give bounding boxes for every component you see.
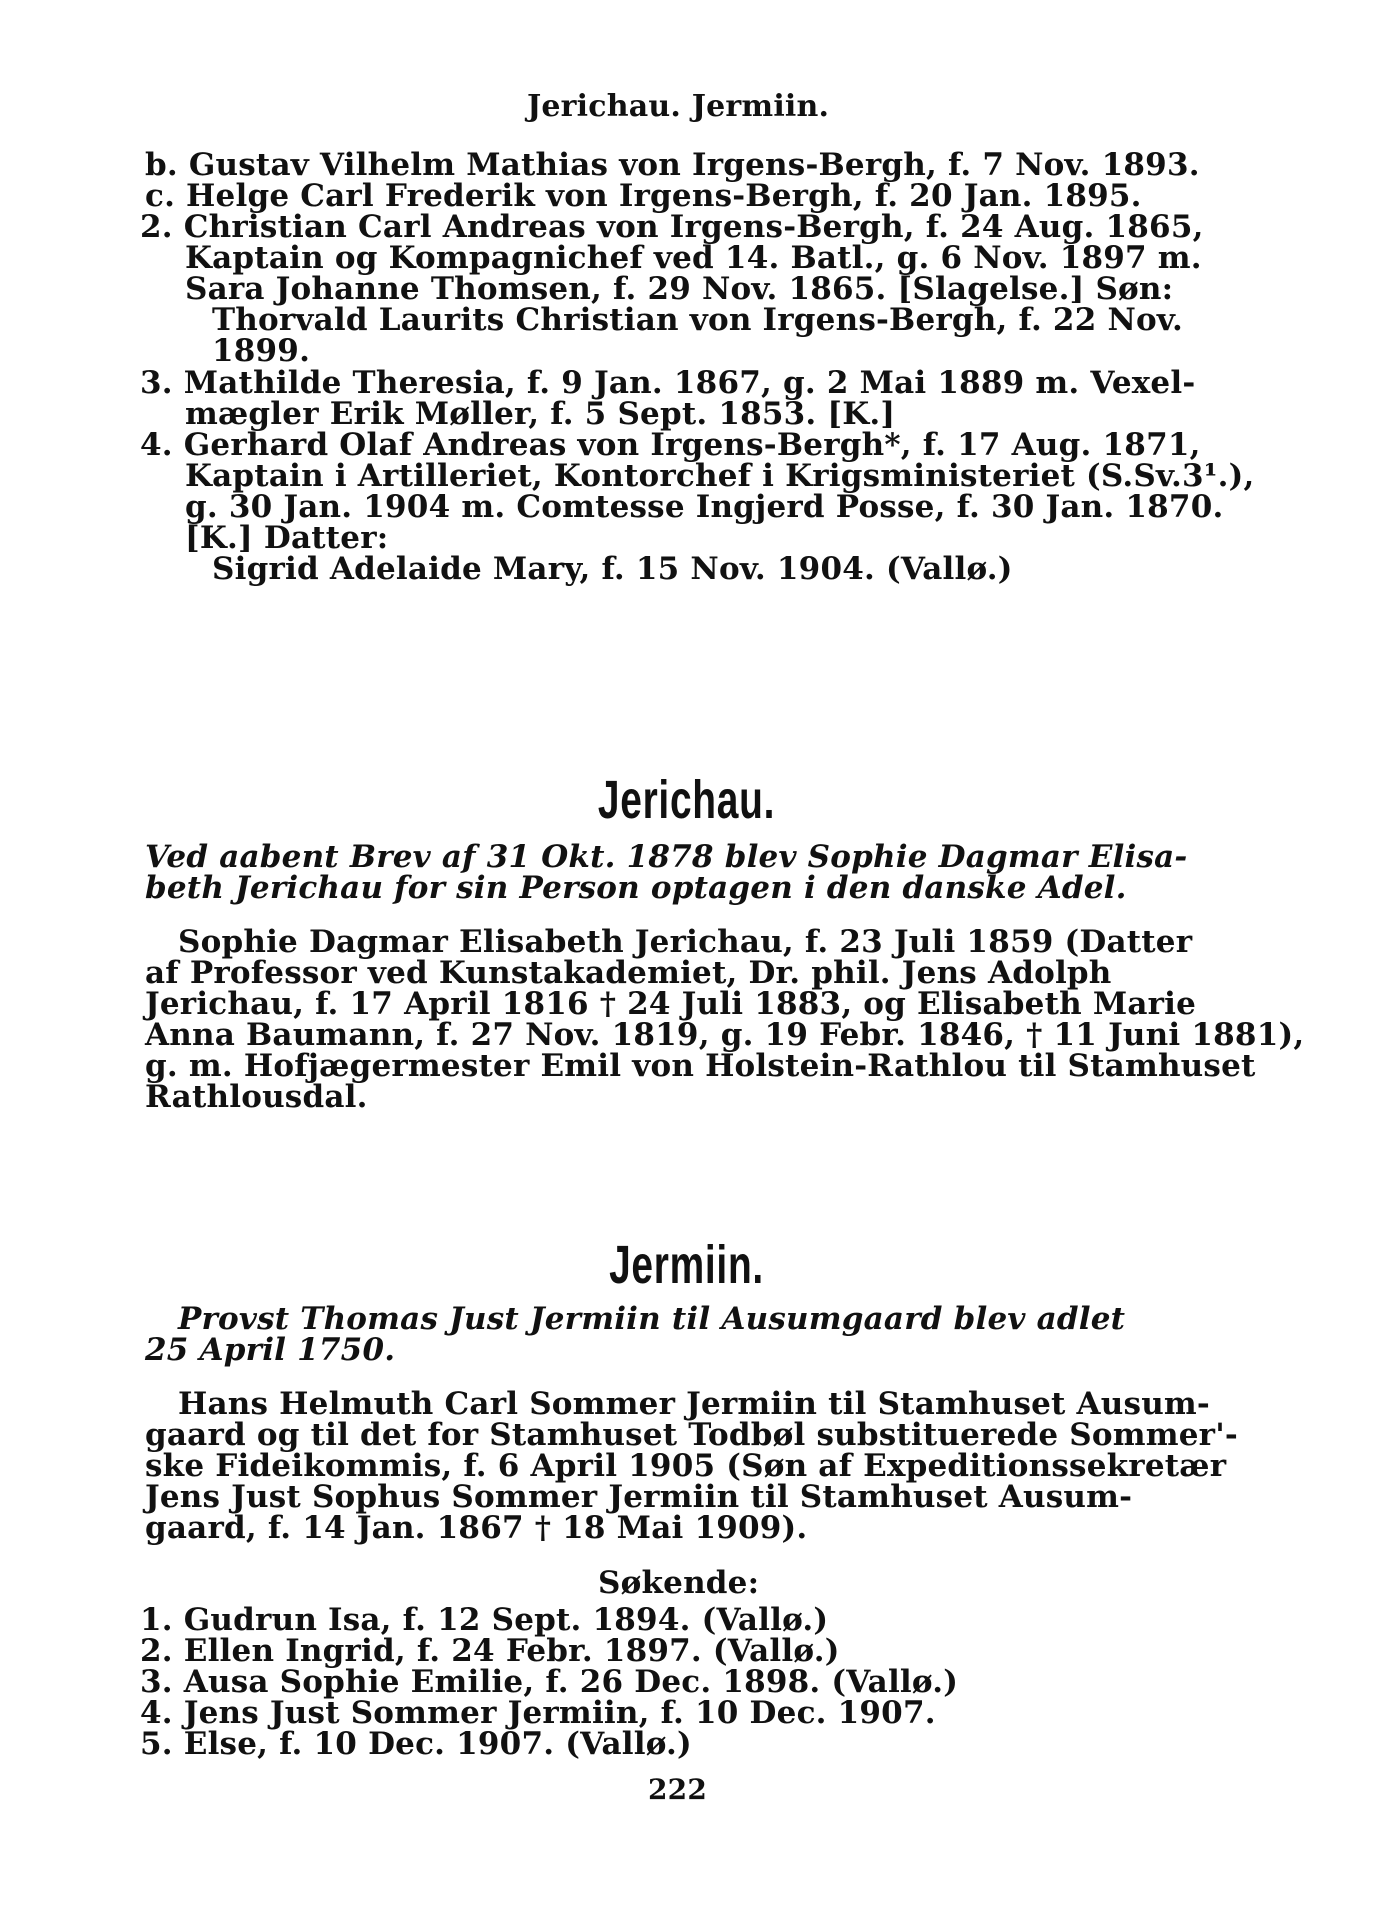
text-line: Thorvald Laurits Christian von Irgens-Bergh, f. 22 Nov. [212, 302, 1183, 338]
intro-line: Ved aabent Brev af 31 Okt. 1878 blev Sophie Dagmar Elisa- [145, 839, 1188, 875]
text-line: Jens Just Sophus Sommer Jermiin til Stamhuset Ausum- [145, 1479, 1133, 1515]
text-line: Kaptain og Kompagnichef ved 14. Batl., g. 6 Nov. 1897 m. [185, 240, 1202, 276]
section-title: Jerichau. [597, 770, 776, 830]
running-header: Jerichau. Jermiin. [527, 89, 830, 124]
text-line: g. m. Hofjægermester Emil von Holstein-Rathlou til Stamhuset [145, 1048, 1256, 1084]
list-item: 4. Jens Just Sommer Jermiin, f. 10 Dec. 1907. [140, 1695, 936, 1731]
page-number: 222 [648, 1773, 708, 1806]
text-line: 4. Gerhard Olaf Andreas von Irgens-Bergh*, f. 17 Aug. 1871, [140, 427, 1201, 463]
text-line: 2. Christian Carl Andreas von Irgens-Bergh, f. 24 Aug. 1865, [140, 209, 1204, 245]
list-item: 1. Gudrun Isa, f. 12 Sept. 1894. (Vallø.) [140, 1602, 829, 1638]
text-line: Sigrid Adelaide Mary, f. 15 Nov. 1904. (Vallø.) [212, 551, 1013, 587]
text-line: Hans Helmuth Carl Sommer Jermiin til Stamhuset Ausum- [178, 1386, 1210, 1422]
text-line: mægler Erik Møller, f. 5 Sept. 1853. [K.] [185, 396, 896, 432]
text-line: ske Fideikommis, f. 6 April 1905 (Søn af Expeditionssekretær [145, 1448, 1227, 1484]
text-line: gaard og til det for Stamhuset Todbøl substituerede Sommer'- [145, 1417, 1238, 1453]
text-line: af Professor ved Kunstakademiet, Dr. phil. Jens Adolph [145, 955, 1112, 991]
text-line: Sara Johanne Thomsen, f. 29 Nov. 1865. [Slagelse.] Søn: [185, 271, 1174, 307]
siblings-heading: Søkende: [598, 1565, 760, 1601]
list-item: 2. Ellen Ingrid, f. 24 Febr. 1897. (Vallø.) [140, 1633, 840, 1669]
text-line: [K.] Datter: [185, 520, 389, 556]
text-line: gaard, f. 14 Jan. 1867 † 18 Mai 1909). [145, 1510, 808, 1546]
text-line: g. 30 Jan. 1904 m. Comtesse Ingjerd Posse, f. 30 Jan. 1870. [185, 489, 1224, 525]
text-line: 3. Mathilde Theresia, f. 9 Jan. 1867, g. 2 Mai 1889 m. Vexel- [140, 365, 1196, 401]
intro-line: beth Jerichau for sin Person optagen i den danske Adel. [145, 870, 1127, 906]
text-line: 1899. [212, 333, 311, 369]
intro-line: Provst Thomas Just Jermiin til Ausumgaard blev adlet [178, 1301, 1126, 1337]
text-line: c. Helge Carl Frederik von Irgens-Bergh, f. 20 Jan. 1895. [145, 178, 1142, 214]
text-line: Kaptain i Artilleriet, Kontorchef i Krigsministeriet (S.Sv.3¹.), [185, 458, 1255, 494]
intro-line: 25 April 1750. [145, 1332, 396, 1368]
section-title: Jermiin. [609, 1235, 764, 1295]
text-line: Sophie Dagmar Elisabeth Jerichau, f. 23 Juli 1859 (Datter [178, 924, 1193, 960]
text-line: b. Gustav Vilhelm Mathias von Irgens-Bergh, f. 7 Nov. 1893. [145, 147, 1200, 183]
text-line: Anna Baumann, f. 27 Nov. 1819, g. 19 Febr. 1846, † 11 Juni 1881), [145, 1017, 1305, 1053]
text-line: Jerichau, f. 17 April 1816 † 24 Juli 1883, og Elisabeth Marie [145, 986, 1197, 1022]
list-item: 5. Else, f. 10 Dec. 1907. (Vallø.) [140, 1726, 692, 1762]
list-item: 3. Ausa Sophie Emilie, f. 26 Dec. 1898. (Vallø.) [140, 1664, 959, 1700]
text-line: Rathlousdal. [145, 1079, 368, 1115]
